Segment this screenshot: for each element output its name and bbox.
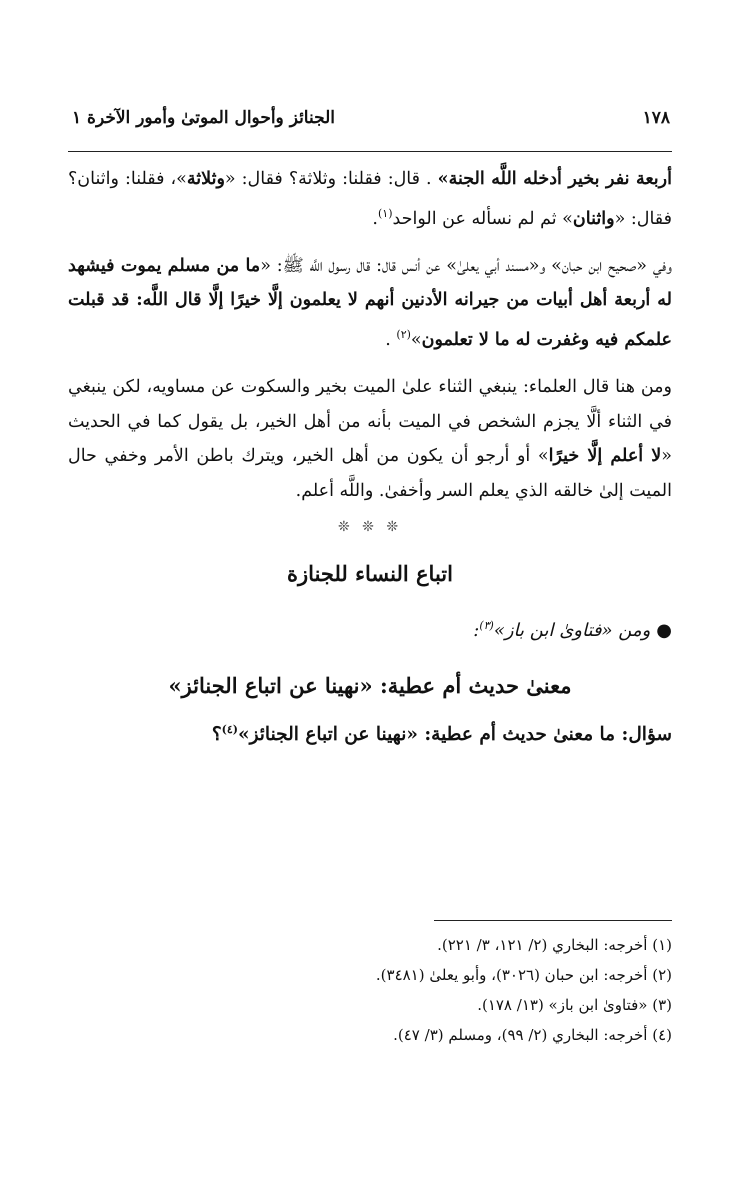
footnote-ref-2: (٢) <box>396 327 411 341</box>
footnote-rule <box>434 920 672 921</box>
footnote-ref-4: (٤) <box>221 723 239 737</box>
footnote: (٤) أخرجه: البخاري (٢/ ٩٩)، ومسلم (٣/ ٤٧). <box>393 1026 672 1044</box>
paragraph-1: أربعة نفر بخير أدخله اللَّه الجنة» . قال: فقلنا: وثلاثة؟ فقال: «وثلاثة»، فقلنا: واثنان؟ فقال: «واثنان» ثم لم نسأله عن الواحد$^{(١)}$. <box>68 169 672 229</box>
source-line: ●ومن «فتاوىٰ ابن باز»$^{(٣)}$: <box>473 619 672 642</box>
footnote: (١) أخرجه: البخاري (٢/ ١٢١، ٣/ ٢٢١). <box>437 936 672 954</box>
hadith-text: أربعة نفر بخير أدخله اللَّه الجنة» <box>437 169 672 189</box>
footnote: (٢) أخرجه: ابن حبان (٣٠٢٦)، وأبو يعلىٰ (٣٤٨١). <box>375 966 672 984</box>
subsection-title: معنىٰ حديث أم عطية: «نهينا عن اتباع الجنائز» <box>168 672 572 698</box>
running-header <box>68 108 672 138</box>
footnote: (٣) «فتاوىٰ ابن باز» (١٣/ ١٧٨). <box>477 996 672 1014</box>
hadith-text: ما من مسلم يموت فيشهد له أربعة أهل أبيات من جيرانه الأدنين أنهم لا يعلمون إلَّا خيرًا إلَّا قال اللَّه: قد قبلت علمكم فيه وغفرت له ما لا تعلمون <box>68 255 672 350</box>
bullet-icon: ● <box>656 620 672 642</box>
footnotes <box>68 930 672 1050</box>
header-rule <box>68 151 672 152</box>
page-number: ١٧٨ <box>642 108 670 128</box>
main-text <box>68 162 672 752</box>
question-text: سؤال: ما معنىٰ حديث أم عطية: «نهينا عن اتباع الجنائز»$^{(٤)}$؟ <box>211 723 672 746</box>
paragraph-3: ومن هنا قال العلماء: ينبغي الثناء علىٰ الميت بخير والسكوت عن مساويه، لكن ينبغي في الثناء ألَّا يجزم الشخص في الميت بأنه من أهل الخير، بل يقول كما في الحديث «لا أعلم إلَّا خيرًا» أو أرجو أن يكون من أهل الخير، ويترك باطن الأمر وخفي حال الميت إلىٰ خالقه الذي يعلم السر وأخفىٰ. واللَّه أعلم. <box>68 377 672 501</box>
footnote-ref-1: (١) <box>377 206 393 220</box>
section-divider: ❊ ❊ ❊ <box>337 519 403 536</box>
section-title: اتباع النساء للجنازة <box>287 560 453 586</box>
paragraph-2: وفي «صحيح ابن حبان» و«مسند أبي يعلىٰ» عن أنس قال: قال رسول اللَّه ﷺ: «ما من مسلم يموت فيشهد له أربعة أهل أبيات من جيرانه الأدنين أنهم لا يعلمون إلَّا خيرًا إلَّا قال اللَّه: قد قبلت علمكم فيه وغفرت له ما لا تعلمون»$^{(٢)}$ . <box>68 255 672 350</box>
footnote-ref-3: (٣) <box>479 619 494 633</box>
book-title: الجنائز وأحوال الموتىٰ وأمور الآخرة ١ <box>72 108 335 128</box>
